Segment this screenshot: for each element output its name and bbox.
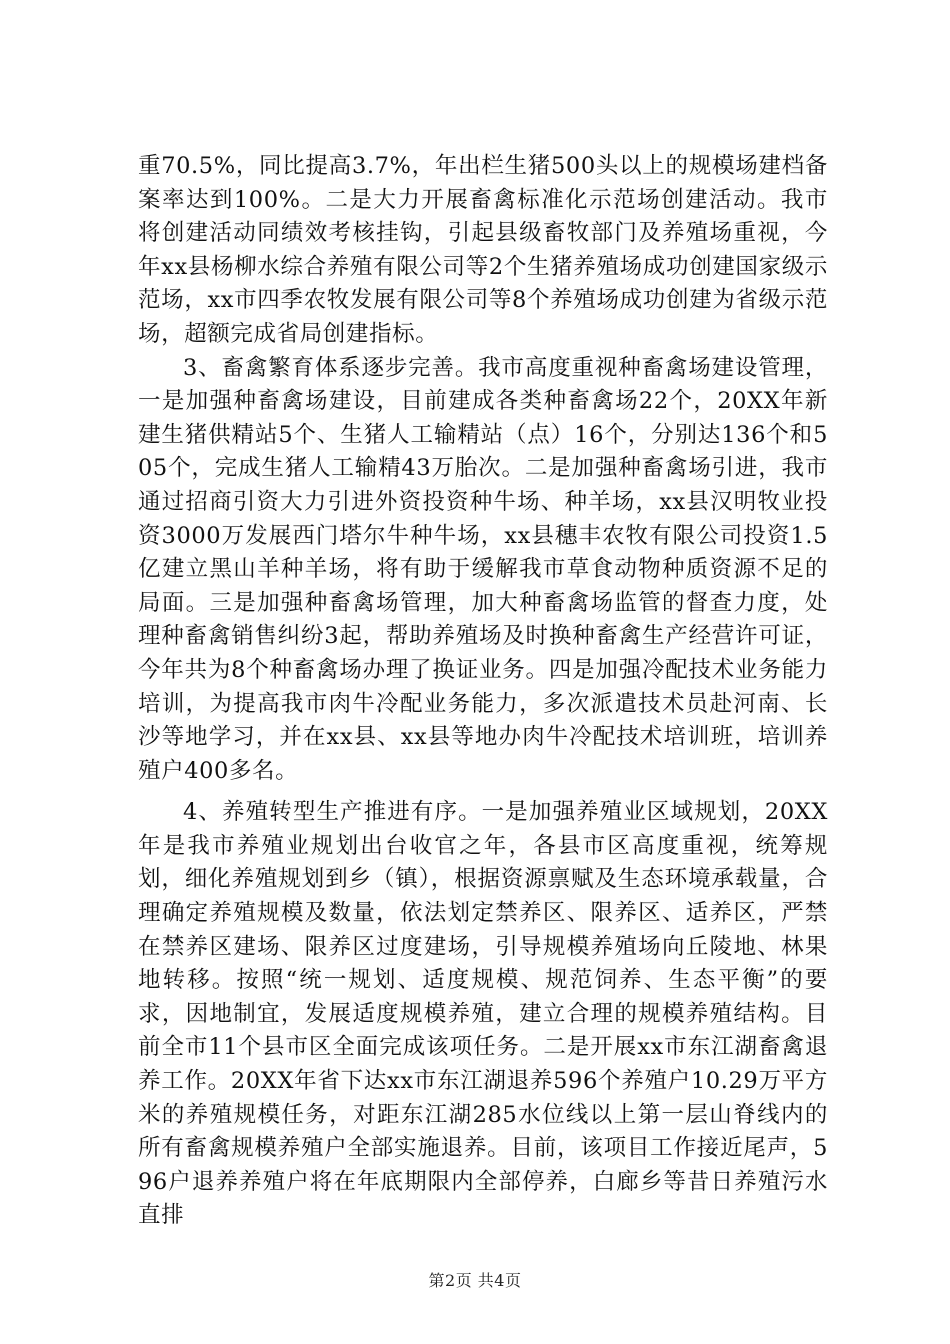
paragraph-section-3-breeding-system: 3、畜禽繁育体系逐步完善。我市高度重视种畜禽场建设管理，一是加强种畜禽场建设，目前建成各类种畜禽场22个，20XX年新建生猪供精站5个、生猪人工输精站（点）16个，分别达136个和505个，完成生猪人工输精43万胎次。二是加强种畜禽场引进，我市通过招商引资大力引进外资投资种牛场、种羊场，xx县汉明牧业投资3000万发展西门塔尔牛种牛场，xx县穗丰农牧有限公司投资1.5亿建立黑山羊种羊场，将有助于缓解我市草食动物种质资源不足的局面。三是加强种畜禽场管理，加大种畜禽场监管的督查力度，处理种畜禽销售纠纷3起，帮助养殖场及时换种畜禽生产经营许可证，今年共为8个种畜禽场办理了换证业务。四是加强冷配技术业务能力培训，为提高我市肉牛冷配业务能力，多次派遣技术员赴河南、长沙等地学习，并在xx县、xx县等地办肉牛冷配技术培训班，培训养殖户400多名。 <box>138 354 828 784</box>
paragraph-section-4-transformation: 4、养殖转型生产推进有序。一是加强养殖业区域规划，20XX年是我市养殖业规划出台收官之年，各县市区高度重视，统筹规划，细化养殖规划到乡（镇），根据资源禀赋及生态环境承载量，合理确定养殖规模及数量，依法划定禁养区、限养区、适养区，严禁在禁养区建场、限养区过度建场，引导规模养殖场向丘陵地、林果地转移。按照“统一规划、适度规模、规范饲养、生态平衡”的要求，因地制宜，发展适度规模养殖，建立合理的规模养殖结构。目前全市11个县市区全面完成该项任务。二是开展xx市东江湖畜禽退养工作。20XX年省下达xx市东江湖退养596个养殖户10.29万平方米的养殖规模任务，对距东江湖285水位线以上第一层山脊线内的所有畜禽规模养殖户全部实施退养。目前，该项目工作接近尾声，596户退养养殖户将在年底期限内全部停养，白廊乡等昔日养殖污水直排 <box>138 799 828 1229</box>
document-body <box>138 150 828 1233</box>
paragraph-continuation: 重70.5%，同比提高3.7%，年出栏生猪500头以上的规模场建档备案率达到100%。二是大力开展畜禽标准化示范场创建活动。我市将创建活动同绩效考核挂钩，引起县级畜牧部门及养殖场重视，今年xx县杨柳水综合养殖有限公司等2个生猪养殖场成功创建国家级示范场，xx市四季农牧发展有限公司等8个养殖场成功创建为省级示范场，超额完成省局创建指标。 <box>138 153 828 347</box>
page-number-footer: 第2页 共4页 <box>428 1271 522 1290</box>
